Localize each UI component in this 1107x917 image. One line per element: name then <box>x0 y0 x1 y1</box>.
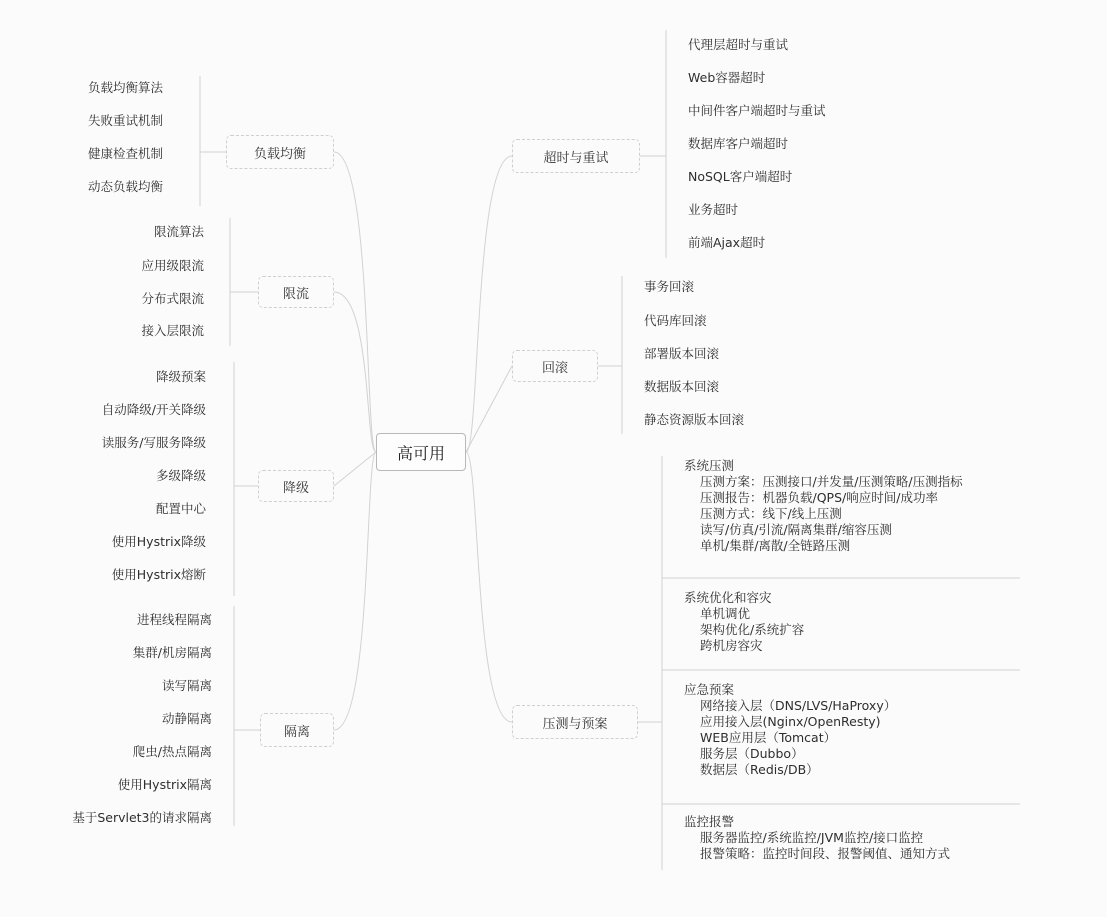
leaf-item[interactable]: 自动降级/开关降级 <box>101 402 206 417</box>
group-heading: 系统压测 <box>684 458 735 473</box>
leaf-item[interactable]: 进程线程隔离 <box>136 612 212 627</box>
group-emergency-plan[interactable] <box>684 682 896 778</box>
group-monitoring-alerts[interactable] <box>684 814 950 862</box>
leaf-item[interactable]: NoSQL客户端超时 <box>688 169 793 184</box>
leaf-item[interactable]: 动态负载均衡 <box>88 179 164 194</box>
leaf-item[interactable]: 多级降级 <box>155 468 206 483</box>
leaf-item[interactable]: 中间件客户端超时与重试 <box>688 103 826 118</box>
group-line: 压测方案：压测接口/并发量/压测策略/压测指标 <box>700 474 963 489</box>
leaf-item[interactable]: 部署版本回滚 <box>644 346 720 361</box>
leaf-item[interactable]: 静态资源版本回滚 <box>644 412 745 427</box>
group-line: 报警策略：监控时间段、报警阈值、通知方式 <box>700 846 951 861</box>
leaf-item[interactable]: 集群/机房隔离 <box>132 645 212 660</box>
group-line: 数据层（Redis/DB） <box>700 762 819 777</box>
leaf-item[interactable]: 降级预案 <box>155 369 206 384</box>
leaf-item[interactable]: 代码库回滚 <box>644 313 707 328</box>
branch-load-balancing[interactable]: 负载均衡 <box>226 135 334 169</box>
leaf-item[interactable]: 爬虫/热点隔离 <box>132 744 212 759</box>
leaf-item[interactable]: 读写隔离 <box>161 678 212 693</box>
group-line: 应用接入层(Nginx/OpenResty) <box>700 714 881 729</box>
group-line: 网络接入层（DNS/LVS/HaProxy） <box>700 698 897 713</box>
branch-stress-test-plan[interactable]: 压测与预案 <box>512 705 638 739</box>
group-line: 单机调优 <box>700 606 751 621</box>
branch-isolation[interactable]: 隔离 <box>260 713 334 747</box>
branch-degradation[interactable]: 降级 <box>258 470 334 502</box>
leaf-item[interactable]: 代理层超时与重试 <box>688 37 789 52</box>
leaf-item[interactable]: 数据库客户端超时 <box>688 136 789 151</box>
leaf-item[interactable]: 失败重试机制 <box>88 113 164 128</box>
leaf-item[interactable]: 接入层限流 <box>141 323 204 338</box>
leaf-item[interactable]: 使用Hystrix隔离 <box>117 777 212 792</box>
group-heading: 监控报警 <box>684 814 735 829</box>
leaf-item[interactable]: 使用Hystrix熔断 <box>111 567 206 582</box>
leaf-item[interactable]: 事务回滚 <box>644 279 695 294</box>
group-heading: 应急预案 <box>684 682 735 697</box>
leaf-item[interactable]: 负载均衡算法 <box>88 80 164 95</box>
group-line: 单机/集群/离散/全链路压测 <box>700 538 851 553</box>
branch-rollback[interactable]: 回滚 <box>512 350 598 382</box>
group-system-optimization[interactable] <box>684 590 804 654</box>
group-system-stress-test[interactable] <box>684 458 963 554</box>
group-line: WEB应用层（Tomcat） <box>700 730 837 745</box>
leaf-item[interactable]: 动静隔离 <box>161 711 212 726</box>
leaf-item[interactable]: 使用Hystrix降级 <box>111 534 206 549</box>
branch-rate-limiting[interactable]: 限流 <box>258 276 334 308</box>
leaf-item[interactable]: 健康检查机制 <box>88 146 164 161</box>
root-node[interactable]: 高可用 <box>376 433 466 471</box>
leaf-item[interactable]: 分布式限流 <box>141 291 204 306</box>
group-line: 服务层（Dubbo） <box>700 746 804 761</box>
group-line: 读写/仿真/引流/隔离集群/缩容压测 <box>700 522 892 537</box>
group-heading: 系统优化和容灾 <box>684 590 772 605</box>
leaf-item[interactable]: 配置中心 <box>155 501 206 516</box>
leaf-item[interactable]: 应用级限流 <box>141 258 204 273</box>
leaf-item[interactable]: Web容器超时 <box>688 70 766 85</box>
leaf-item[interactable]: 限流算法 <box>153 224 204 239</box>
leaf-item[interactable]: 读服务/写服务降级 <box>101 435 206 450</box>
branch-timeout-retry[interactable]: 超时与重试 <box>512 139 640 173</box>
group-line: 服务器监控/系统监控/JVM监控/接口监控 <box>700 830 924 845</box>
group-line: 架构优化/系统扩容 <box>700 622 805 637</box>
leaf-item[interactable]: 业务超时 <box>688 202 739 217</box>
leaf-item[interactable]: 基于Servlet3的请求隔离 <box>72 810 212 825</box>
group-line: 压测报告：机器负载/QPS/响应时间/成功率 <box>700 490 938 505</box>
leaf-item[interactable]: 前端Ajax超时 <box>688 235 766 250</box>
group-line: 跨机房容灾 <box>700 638 763 653</box>
leaf-item[interactable]: 数据版本回滚 <box>644 379 720 394</box>
group-line: 压测方式：线下/线上压测 <box>700 506 842 521</box>
